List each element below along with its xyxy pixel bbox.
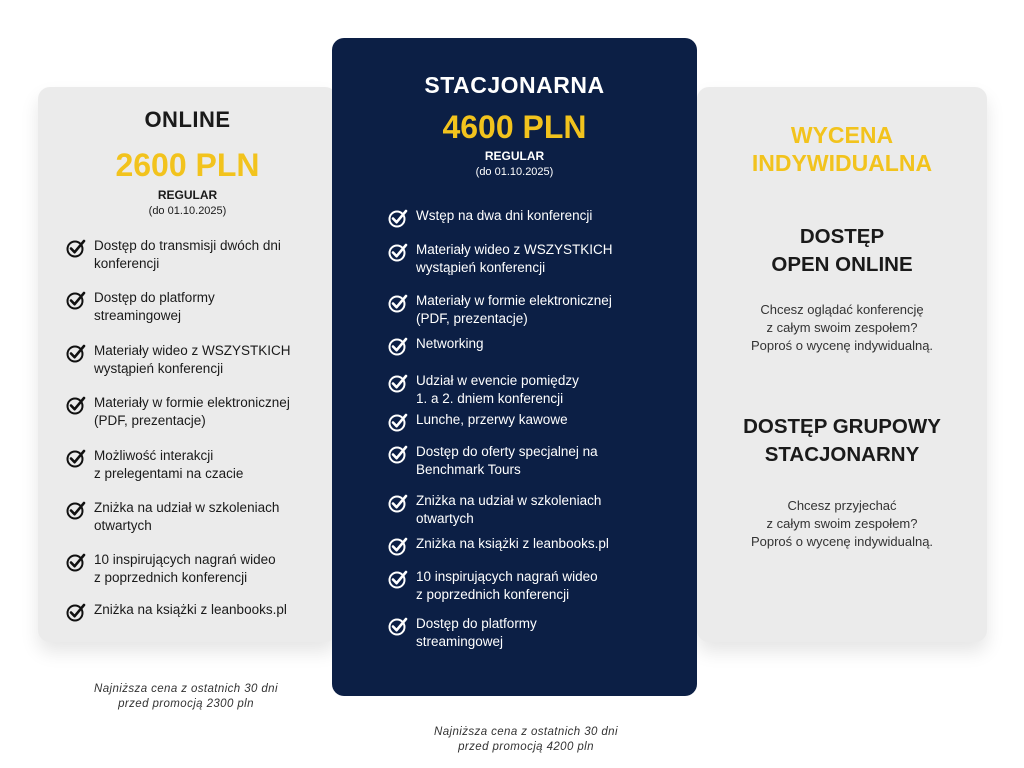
open-online-heading-line: DOSTĘP <box>799 225 885 248</box>
feature-text-line: Materiały w formie elektronicznej <box>94 395 290 410</box>
feature-text-line: Networking <box>416 336 484 351</box>
group-access-text-line: Chcesz przyjechać <box>787 498 897 513</box>
stacjonarna-price-note-line: Najniższa cena z ostatnich 30 dni <box>434 726 618 738</box>
feature-text-line: otwartych <box>416 511 474 526</box>
check-circle-icon <box>388 444 408 464</box>
group-access-text <box>697 497 987 551</box>
feature-text <box>416 615 537 651</box>
online-price: 2600 PLN <box>115 147 260 183</box>
feature-text <box>94 499 279 535</box>
feature-text-line: z poprzednich konferencji <box>94 570 248 585</box>
feature-item <box>66 601 336 622</box>
feature-text-line: wystąpień konferencji <box>416 260 546 275</box>
feature-item <box>66 394 336 430</box>
feature-text <box>416 207 592 225</box>
feature-text-line: Zniżka na udział w szkoleniach <box>94 500 280 515</box>
feature-text-line: Zniżka na książki z leanbooks.pl <box>416 536 609 551</box>
feature-text <box>94 394 290 430</box>
check-circle-icon <box>388 493 408 513</box>
check-circle-icon <box>388 412 408 432</box>
indywidualna-title <box>697 121 987 177</box>
feature-item <box>388 207 688 228</box>
check-circle-icon <box>66 238 86 258</box>
feature-text <box>416 535 609 553</box>
check-circle-icon <box>66 500 86 520</box>
feature-item <box>388 241 688 277</box>
check-circle-icon <box>388 208 408 228</box>
online-plan-card <box>38 87 337 642</box>
feature-item <box>388 492 688 528</box>
feature-text-line: Materiały w formie elektronicznej <box>416 293 612 308</box>
stacjonarna-price-note <box>388 725 664 755</box>
feature-text-line: (PDF, prezentacje) <box>416 311 528 326</box>
check-circle-icon <box>66 602 86 622</box>
open-online-text-line: Poproś o wycenę indywidualną. <box>750 338 934 353</box>
check-circle-icon <box>66 343 86 363</box>
feature-item <box>388 535 688 556</box>
feature-item <box>388 443 688 479</box>
stacjonarna-regular-label: REGULAR <box>484 149 545 163</box>
feature-text-line: streamingowej <box>416 634 504 649</box>
feature-text <box>416 443 598 479</box>
feature-text <box>416 292 612 328</box>
feature-item <box>388 568 688 604</box>
group-access-text-line: Poproś o wycenę indywidualną. <box>750 534 934 549</box>
check-circle-icon <box>388 373 408 393</box>
open-online-heading-line: OPEN ONLINE <box>771 253 913 276</box>
open-online-heading <box>697 223 987 279</box>
feature-text <box>94 551 276 587</box>
check-circle-icon <box>388 616 408 636</box>
check-circle-icon <box>388 293 408 313</box>
check-circle-icon <box>388 336 408 356</box>
check-circle-icon <box>66 290 86 310</box>
feature-text <box>416 568 598 604</box>
check-circle-icon <box>388 569 408 589</box>
indywidualna-title-line: INDYWIDUALNA <box>751 150 933 176</box>
stacjonarna-price-note-line: przed promocją 4200 pln <box>458 741 594 753</box>
feature-text-line: z prelegentami na czacie <box>94 466 244 481</box>
feature-item <box>388 292 688 328</box>
indywidualna-title-line: WYCENA <box>790 122 894 148</box>
open-online-text <box>697 301 987 355</box>
feature-text <box>416 372 579 408</box>
feature-text-line: (PDF, prezentacje) <box>94 413 206 428</box>
feature-item <box>66 499 336 535</box>
feature-text-line: 10 inspirujących nagrań wideo <box>94 552 276 567</box>
feature-text-line: konferencji <box>94 256 160 271</box>
check-circle-icon <box>388 242 408 262</box>
feature-text <box>416 492 601 528</box>
feature-text-line: Benchmark Tours <box>416 462 521 477</box>
online-price-note-line: przed promocją 2300 pln <box>118 698 254 710</box>
feature-text-line: Wstęp na dwa dni konferencji <box>416 208 593 223</box>
feature-text-line: Dostęp do transmisji dwóch dni <box>94 238 281 253</box>
feature-text-line: Udział w evencie pomiędzy <box>416 373 579 388</box>
feature-text-line: Dostęp do oferty specjalnej na <box>416 444 598 459</box>
feature-text-line: Zniżka na książki z leanbooks.pl <box>94 602 287 617</box>
feature-text-line: 1. a 2. dniem konferencji <box>416 391 564 406</box>
feature-item <box>66 447 336 483</box>
stacjonarna-plan-card <box>332 38 697 696</box>
feature-text-line: otwartych <box>94 518 152 533</box>
indywidualna-card <box>697 87 987 642</box>
group-access-heading-line: STACJONARNY <box>764 443 920 466</box>
stacjonarna-title: STACJONARNA <box>424 72 605 98</box>
feature-text-line: Materiały wideo z WSZYSTKICH <box>94 343 291 358</box>
feature-item <box>66 551 336 587</box>
check-circle-icon <box>66 552 86 572</box>
feature-item <box>66 342 336 378</box>
feature-text-line: Zniżka na udział w szkoleniach <box>416 493 602 508</box>
stacjonarna-date: (do 01.10.2025) <box>475 166 554 178</box>
check-circle-icon <box>66 448 86 468</box>
feature-text <box>94 289 215 325</box>
feature-text-line: streamingowej <box>94 308 182 323</box>
online-title: ONLINE <box>144 107 231 132</box>
feature-text <box>94 342 291 378</box>
check-circle-icon <box>66 395 86 415</box>
feature-item <box>66 237 336 273</box>
group-access-text-line: z całym swoim zespołem? <box>766 516 918 531</box>
open-online-text-line: Chcesz oglądać konferencję <box>760 302 924 317</box>
feature-item <box>388 615 688 651</box>
online-price-note <box>60 682 312 712</box>
feature-item <box>66 289 336 325</box>
feature-text <box>94 447 243 483</box>
online-price-note-line: Najniższa cena z ostatnich 30 dni <box>94 683 278 695</box>
group-access-heading-line: DOSTĘP GRUPOWY <box>743 415 941 438</box>
group-access-heading <box>697 413 987 469</box>
feature-text <box>94 601 287 619</box>
stacjonarna-price: 4600 PLN <box>442 109 587 145</box>
feature-item <box>388 335 688 356</box>
feature-text <box>416 411 568 429</box>
online-regular-label: REGULAR <box>157 188 218 202</box>
feature-text <box>416 241 613 277</box>
feature-text-line: z poprzednich konferencji <box>416 587 570 602</box>
feature-text <box>416 335 484 353</box>
feature-text-line: Lunche, przerwy kawowe <box>416 412 568 427</box>
check-circle-icon <box>388 536 408 556</box>
feature-text-line: Dostęp do platformy <box>94 290 215 305</box>
feature-text-line: Możliwość interakcji <box>94 448 214 463</box>
feature-item <box>388 372 688 408</box>
feature-text-line: 10 inspirujących nagrań wideo <box>416 569 598 584</box>
feature-text-line: Materiały wideo z WSZYSTKICH <box>416 242 613 257</box>
open-online-text-line: z całym swoim zespołem? <box>766 320 918 335</box>
feature-text <box>94 237 281 273</box>
online-date: (do 01.10.2025) <box>148 205 227 217</box>
feature-text-line: wystąpień konferencji <box>94 361 224 376</box>
feature-item <box>388 411 688 432</box>
feature-text-line: Dostęp do platformy <box>416 616 537 631</box>
